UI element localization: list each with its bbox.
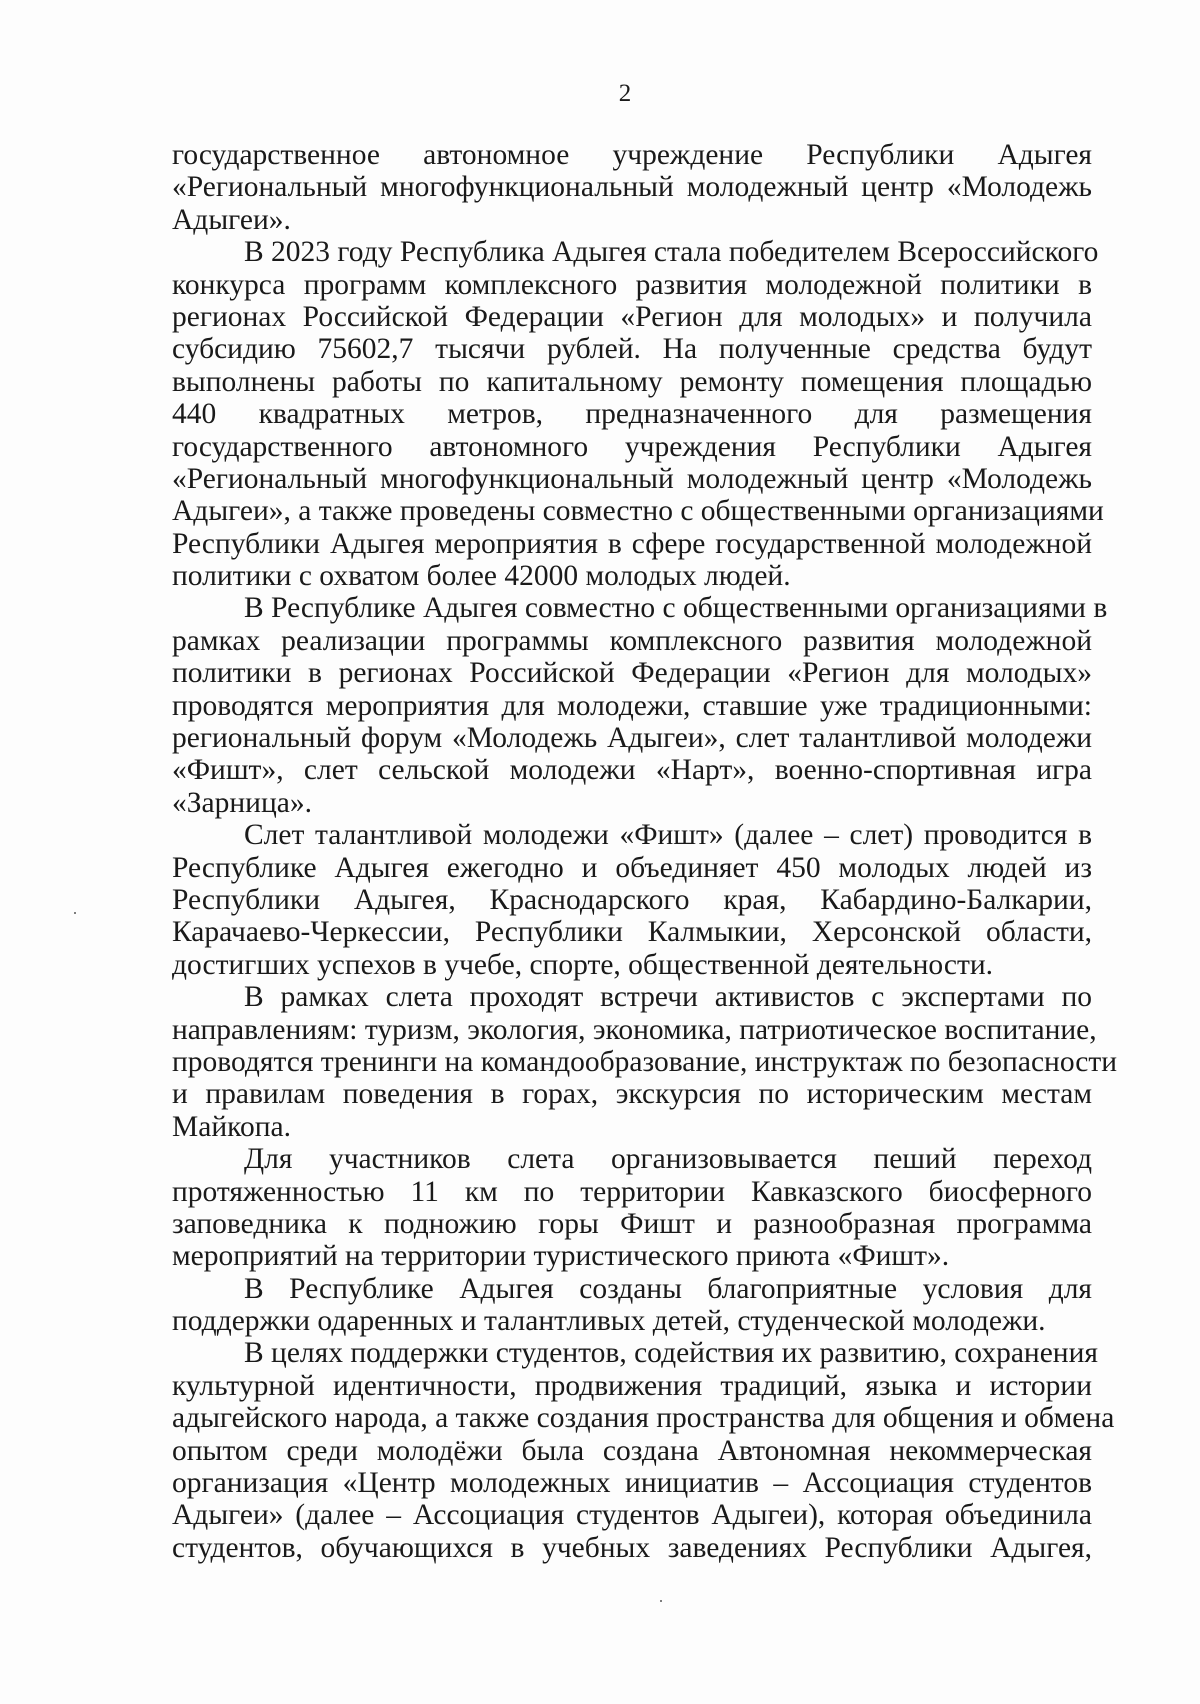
text-line: культурной идентичности, продвижения традиций, языка и истории (172, 1369, 1092, 1402)
text-line: мероприятий на территории туристического приюта «Фишт». (172, 1240, 950, 1273)
text-line: направлениям: туризм, экология, экономика, патриотическое воспитание, (172, 1013, 1097, 1046)
text-line: Карачаево-Черкессии, Республики Калмыкии, Херсонской области, (172, 916, 1092, 949)
document-body (172, 139, 1118, 1564)
text-line: государственного автономного учреждения Республики Адыгея (172, 430, 1092, 463)
scan-speck (74, 912, 76, 914)
text-line: В 2023 году Республика Адыгея стала победителем Всероссийского (244, 236, 1099, 269)
text-line: государственное автономное учреждение Республики Адыгея (172, 139, 1092, 171)
text-line: Для участников слета организовывается пеший переход (244, 1143, 1092, 1176)
text-line: В целях поддержки студентов, содействия их развитию, сохранения (244, 1337, 1098, 1370)
text-line: Слет талантливой молодежи «Фишт» (далее – слет) проводится в (244, 819, 1092, 852)
text-line: Республике Адыгея ежегодно и объединяет 450 молодых людей из (172, 851, 1092, 884)
text-line: Майкопа. (172, 1110, 291, 1143)
text-line: регионах Российской Федерации «Регион для молодых» и получила (172, 300, 1092, 333)
text-line: В рамках слета проходят встречи активистов с экспертами по (244, 981, 1092, 1014)
text-line: политики в регионах Российской Федерации «Регион для молодых» (172, 657, 1092, 690)
text-line: проводятся тренинги на командообразование, инструктаж по безопасности (172, 1045, 1118, 1078)
text-line: рамках реализации программы комплексного развития молодежной (172, 624, 1092, 657)
text-line: организация «Центр молодежных инициатив – Ассоциация студентов (172, 1467, 1092, 1500)
text-line: «Фишт», слет сельской молодежи «Нарт», военно-спортивная игра (172, 754, 1092, 787)
text-line: студентов, обучающихся в учебных заведениях Республики Адыгея, (172, 1531, 1092, 1564)
page-number: 2 (618, 80, 632, 107)
scan-speck (660, 1600, 662, 1602)
text-line: адыгейского народа, а также создания пространства для общения и обмена (172, 1402, 1115, 1435)
text-line: достигших успехов в учебе, спорте, общественной деятельности. (172, 948, 994, 981)
text-line: политики с охватом более 42000 молодых людей. (172, 560, 791, 593)
text-line: заповедника к подножию горы Фишт и разнообразная программа (172, 1207, 1092, 1240)
text-line: Республики Адыгея мероприятия в сфере государственной молодежной (172, 527, 1092, 560)
text-line: поддержки одаренных и талантливых детей, студенческой молодежи. (172, 1305, 1046, 1338)
text-line: проводятся мероприятия для молодежи, ставшие уже традиционными: (172, 689, 1092, 722)
text-line: опытом среди молодёжи была создана Автономная некоммерческая (172, 1434, 1092, 1467)
text-line: «Зарница». (172, 786, 312, 819)
text-line: «Региональный многофункциональный молодежный центр «Молодежь (172, 462, 1092, 495)
text-line: 440 квадратных метров, предназначенного для размещения (172, 398, 1092, 431)
text-line: и правилам поведения в горах, экскурсия по историческим местам (172, 1078, 1092, 1111)
text-line: Адыгеи», а также проведены совместно с общественными организациями (172, 495, 1104, 528)
text-line: «Региональный многофункциональный молодежный центр «Молодежь (172, 171, 1092, 204)
text-line: Республики Адыгея, Краснодарского края, Кабардино-Балкарии, (172, 883, 1092, 916)
text-line: Адыгеи». (172, 203, 291, 236)
text-line: региональный форум «Молодежь Адыгеи», слет талантливой молодежи (172, 722, 1092, 755)
text-line: конкурса программ комплексного развития молодежной политики в (172, 268, 1092, 301)
text-line: протяженностью 11 км по территории Кавказского биосферного (172, 1175, 1092, 1208)
text-line: субсидию 75602,7 тысячи рублей. На полученные средства будут (172, 333, 1092, 366)
text-line: Адыгеи» (далее – Ассоциация студентов Адыгеи), которая объединила (172, 1499, 1092, 1532)
text-line: выполнены работы по капитальному ремонту помещения площадью (172, 365, 1092, 398)
text-line: В Республике Адыгея созданы благоприятные условия для (244, 1272, 1092, 1305)
text-line: В Республике Адыгея совместно с общественными организациями в (244, 592, 1108, 625)
